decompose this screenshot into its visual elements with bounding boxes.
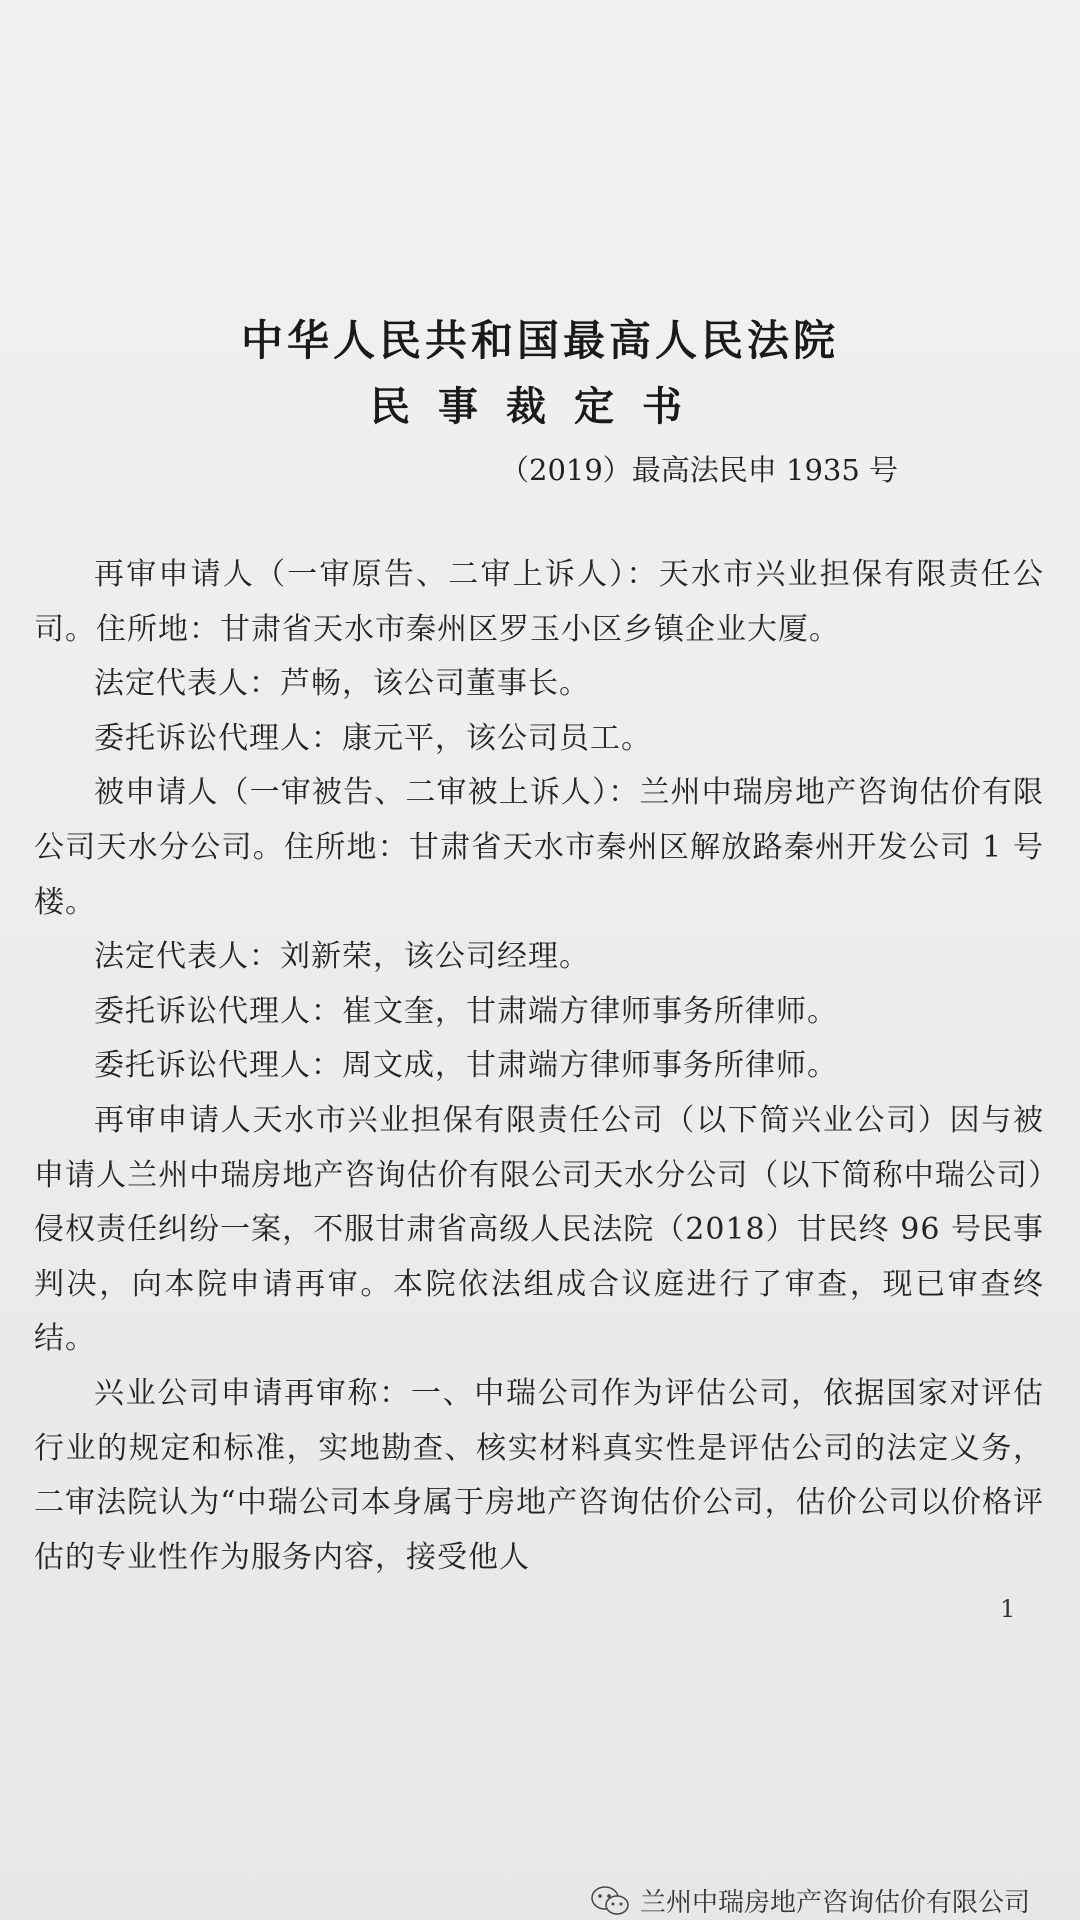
paragraph: 委托诉讼代理人：崔文奎，甘肃端方律师事务所律师。 <box>94 993 838 1029</box>
paragraph: 法定代表人：刘新荣，该公司经理。 <box>94 939 590 975</box>
watermark-text: 兰州中瑞房地产咨询估价有限公司 <box>640 1888 1031 1918</box>
case-number: （2019）最高法民申 1935 号 <box>500 453 899 487</box>
paragraph: 法定代表人：芦畅，该公司董事长。 <box>94 666 590 702</box>
paragraph: 再审申请人天水市兴业担保有限责任公司（以下简兴业公司）因与被申请人兰州中瑞房地产咨询估价有限公司天水分公司（以下简称中瑞公司）侵权责任纠纷一案，不服甘肃省高级人民法院（2018）甘民终 96 号民事判决，向本院申请再审。本院依法组成合议庭进行了审查，现已审查终结。 <box>34 1102 1044 1357</box>
wechat-watermark <box>590 1882 1030 1919</box>
wechat-icon <box>590 1885 630 1917</box>
document-title: 中华人民共和国最高人民法院 <box>240 316 839 365</box>
page-number: 1 <box>1000 1595 1016 1623</box>
document-body <box>34 548 1044 1585</box>
paragraph: 被申请人（一审被告、二审被上诉人）：兰州中瑞房地产咨询估价有限公司天水分公司。住所地：甘肃省天水市秦州区解放路秦州开发公司 1 号楼。 <box>34 775 1044 920</box>
document-subtitle: 民事裁定书 <box>370 383 710 430</box>
paragraph: 委托诉讼代理人：周文成，甘肃端方律师事务所律师。 <box>94 1048 838 1084</box>
paragraph: 再审申请人（一审原告、二审上诉人）：天水市兴业担保有限责任公司。住所地：甘肃省天水市秦州区罗玉小区乡镇企业大厦。 <box>34 557 1044 647</box>
paragraph: 兴业公司申请再审称：一、中瑞公司作为评估公司，依据国家对评估行业的规定和标准，实地勘查、核实材料真实性是评估公司的法定义务，二审法院认为“中瑞公司本身属于房地产咨询估价公司，估价公司以价格评估的专业性作为服务内容，接受他人 <box>34 1375 1044 1575</box>
paragraph: 委托诉讼代理人：康元平，该公司员工。 <box>94 720 652 756</box>
